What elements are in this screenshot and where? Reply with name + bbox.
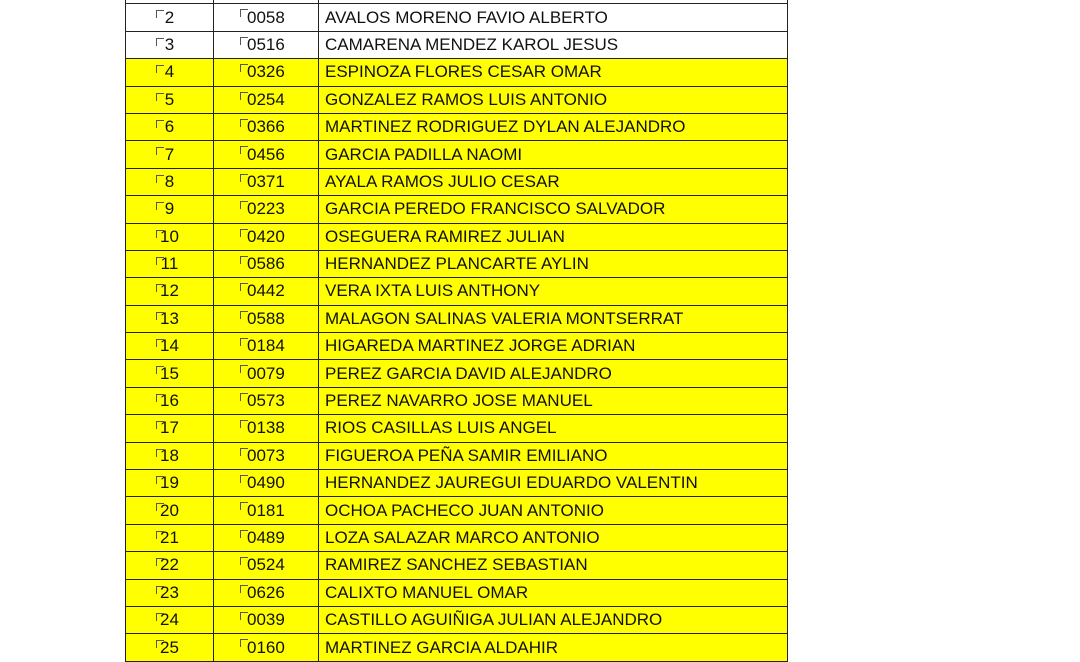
student-name-cell: PEREZ NAVARRO JOSE MANUEL xyxy=(319,387,788,414)
scan-artifact-mark xyxy=(240,612,248,620)
student-code-cell: 0058 xyxy=(214,4,319,31)
table-row xyxy=(126,223,788,250)
table-row xyxy=(126,360,788,387)
scan-artifact-mark xyxy=(156,10,164,18)
student-name-cell: GONZALEZ RAMOS LUIS ANTONIO xyxy=(319,86,788,113)
row-number-cell: 2 xyxy=(126,4,214,31)
student-name-cell: VERA IXTA LUIS ANTHONY xyxy=(319,278,788,305)
student-name-cell: CAMARENA MENDEZ KAROL JESUS xyxy=(319,31,788,58)
row-number-cell: 11 xyxy=(126,250,214,277)
row-number-cell: 12 xyxy=(126,278,214,305)
scan-artifact-mark xyxy=(240,37,248,45)
table-row xyxy=(126,552,788,579)
scan-artifact-mark xyxy=(156,586,164,594)
row-number-cell: 4 xyxy=(126,59,214,86)
scan-artifact-mark xyxy=(240,201,248,209)
scan-artifact-mark xyxy=(240,448,248,456)
scan-artifact-mark xyxy=(156,147,164,155)
student-code-cell: 0160 xyxy=(214,634,319,661)
row-number-cell: 13 xyxy=(126,305,214,332)
table-row xyxy=(126,278,788,305)
student-code-cell: 0079 xyxy=(214,360,319,387)
student-code-cell: 0588 xyxy=(214,305,319,332)
table-row xyxy=(126,442,788,469)
scan-artifact-mark xyxy=(240,502,248,510)
row-number-cell: 23 xyxy=(126,579,214,606)
student-name-cell: OCHOA PACHECO JUAN ANTONIO xyxy=(319,497,788,524)
row-number-cell: 21 xyxy=(126,524,214,551)
student-name-cell: HERNANDEZ JAUREGUI EDUARDO VALENTIN xyxy=(319,470,788,497)
scan-artifact-mark xyxy=(156,257,164,265)
scan-artifact-mark xyxy=(156,339,164,347)
student-code-cell: 0490 xyxy=(214,470,319,497)
student-code-cell: 0626 xyxy=(214,579,319,606)
student-code-cell: 0181 xyxy=(214,497,319,524)
student-name-cell: MALAGON SALINAS VALERIA MONTSERRAT xyxy=(319,305,788,332)
row-number-cell: 5 xyxy=(126,86,214,113)
scan-artifact-mark xyxy=(240,557,248,565)
scan-artifact-mark xyxy=(156,38,164,46)
student-table xyxy=(125,0,788,662)
scan-artifact-mark xyxy=(240,420,248,428)
scan-artifact-mark xyxy=(156,312,164,320)
row-number-cell: 14 xyxy=(126,333,214,360)
table-row xyxy=(126,59,788,86)
student-name-cell: MARTINEZ GARCIA ALDAHIR xyxy=(319,634,788,661)
scan-artifact-mark xyxy=(156,640,164,648)
table-row xyxy=(126,86,788,113)
table-row xyxy=(126,579,788,606)
row-number-cell: 8 xyxy=(126,168,214,195)
student-code-cell: 0489 xyxy=(214,524,319,551)
row-number-cell: 20 xyxy=(126,497,214,524)
row-number-cell: 9 xyxy=(126,196,214,223)
student-code-cell: 0138 xyxy=(214,415,319,442)
scan-artifact-mark xyxy=(240,283,248,291)
row-number-cell: 24 xyxy=(126,606,214,633)
student-code-cell: 0326 xyxy=(214,59,319,86)
scan-artifact-mark xyxy=(156,613,164,621)
student-name-cell: RIOS CASILLAS LUIS ANGEL xyxy=(319,415,788,442)
scan-artifact-mark xyxy=(156,202,164,210)
table-row xyxy=(126,333,788,360)
scan-artifact-mark xyxy=(156,284,164,292)
student-name-cell: MARTINEZ RODRIGUEZ DYLAN ALEJANDRO xyxy=(319,113,788,140)
scan-artifact-mark xyxy=(240,64,248,72)
scan-artifact-mark xyxy=(240,174,248,182)
student-code-cell: 0516 xyxy=(214,31,319,58)
scan-artifact-mark xyxy=(240,393,248,401)
student-code-cell: 0442 xyxy=(214,278,319,305)
student-code-cell: 0223 xyxy=(214,196,319,223)
student-code-cell: 0254 xyxy=(214,86,319,113)
table-row xyxy=(126,250,788,277)
table-row xyxy=(126,4,788,31)
row-number-cell: 3 xyxy=(126,31,214,58)
scan-artifact-mark xyxy=(240,365,248,373)
student-name-cell: FIGUEROA PEÑA SAMIR EMILIANO xyxy=(319,442,788,469)
table-row xyxy=(126,387,788,414)
scan-artifact-mark xyxy=(156,421,164,429)
scan-artifact-mark xyxy=(240,229,248,237)
row-number-cell: 22 xyxy=(126,552,214,579)
student-code-cell: 0420 xyxy=(214,223,319,250)
scan-artifact-mark xyxy=(156,394,164,402)
student-name-cell: ESPINOZA FLORES CESAR OMAR xyxy=(319,59,788,86)
student-name-cell: LOZA SALAZAR MARCO ANTONIO xyxy=(319,524,788,551)
student-code-cell: 0039 xyxy=(214,606,319,633)
student-name-cell: CALIXTO MANUEL OMAR xyxy=(319,579,788,606)
student-name-cell: GARCIA PADILLA NAOMI xyxy=(319,141,788,168)
student-code-cell: 0184 xyxy=(214,333,319,360)
student-name-cell: CASTILLO AGUIÑIGA JULIAN ALEJANDRO xyxy=(319,606,788,633)
row-number-cell: 17 xyxy=(126,415,214,442)
table-row xyxy=(126,305,788,332)
table-row xyxy=(126,606,788,633)
table-row xyxy=(126,141,788,168)
student-name-cell: AVALOS MORENO FAVIO ALBERTO xyxy=(319,4,788,31)
scan-artifact-mark xyxy=(156,366,164,374)
scan-artifact-mark xyxy=(240,530,248,538)
row-number-cell: 6 xyxy=(126,113,214,140)
table-row xyxy=(126,113,788,140)
table-row xyxy=(126,470,788,497)
scan-artifact-mark xyxy=(156,175,164,183)
row-number-cell: 19 xyxy=(126,470,214,497)
scan-artifact-mark xyxy=(240,475,248,483)
scan-artifact-mark xyxy=(240,119,248,127)
student-list-sheet xyxy=(125,0,788,662)
table-row xyxy=(126,634,788,661)
student-name-cell: HIGAREDA MARTINEZ JORGE ADRIAN xyxy=(319,333,788,360)
scan-artifact-mark xyxy=(156,230,164,238)
scan-artifact-mark xyxy=(156,93,164,101)
row-number-cell: 15 xyxy=(126,360,214,387)
table-row xyxy=(126,415,788,442)
scan-artifact-mark xyxy=(240,92,248,100)
scan-artifact-mark xyxy=(240,146,248,154)
student-code-cell: 0366 xyxy=(214,113,319,140)
row-number-cell: 10 xyxy=(126,223,214,250)
student-code-cell: 0456 xyxy=(214,141,319,168)
scan-artifact-mark xyxy=(240,256,248,264)
table-row xyxy=(126,524,788,551)
scan-artifact-mark xyxy=(240,639,248,647)
scan-artifact-mark xyxy=(156,531,164,539)
student-code-cell: 0573 xyxy=(214,387,319,414)
scan-artifact-mark xyxy=(156,449,164,457)
row-number-cell: 7 xyxy=(126,141,214,168)
scan-artifact-mark xyxy=(240,338,248,346)
row-number-cell: 18 xyxy=(126,442,214,469)
scan-artifact-mark xyxy=(156,558,164,566)
table-row xyxy=(126,168,788,195)
student-name-cell: GARCIA PEREDO FRANCISCO SALVADOR xyxy=(319,196,788,223)
scan-artifact-mark xyxy=(240,9,248,17)
scan-artifact-mark xyxy=(240,311,248,319)
table-row xyxy=(126,497,788,524)
student-table-body xyxy=(126,0,788,661)
table-row xyxy=(126,196,788,223)
student-name-cell: HERNANDEZ PLANCARTE AYLIN xyxy=(319,250,788,277)
scan-artifact-mark xyxy=(156,120,164,128)
student-name-cell: PEREZ GARCIA DAVID ALEJANDRO xyxy=(319,360,788,387)
table-row xyxy=(126,31,788,58)
scan-artifact-mark xyxy=(156,503,164,511)
row-number-cell: 25 xyxy=(126,634,214,661)
student-code-cell: 0586 xyxy=(214,250,319,277)
student-name-cell: RAMIREZ SANCHEZ SEBASTIAN xyxy=(319,552,788,579)
scan-artifact-mark xyxy=(156,476,164,484)
student-code-cell: 0073 xyxy=(214,442,319,469)
student-code-cell: 0524 xyxy=(214,552,319,579)
scan-artifact-mark xyxy=(240,585,248,593)
student-code-cell: 0371 xyxy=(214,168,319,195)
student-name-cell: OSEGUERA RAMIREZ JULIAN xyxy=(319,223,788,250)
scan-artifact-mark xyxy=(156,65,164,73)
row-number-cell: 16 xyxy=(126,387,214,414)
student-name-cell: AYALA RAMOS JULIO CESAR xyxy=(319,168,788,195)
